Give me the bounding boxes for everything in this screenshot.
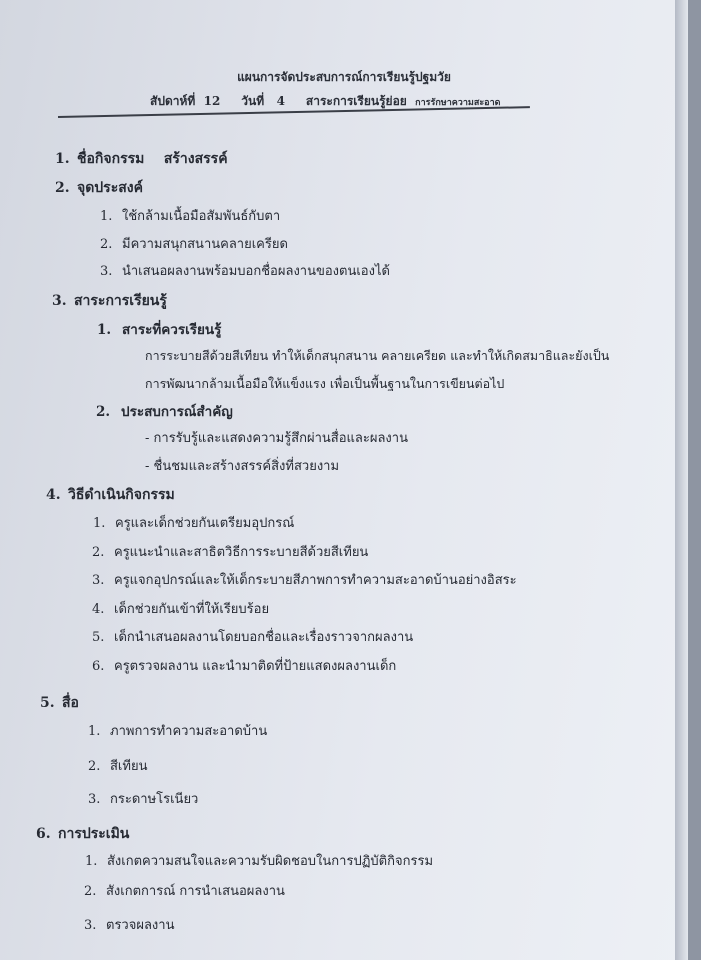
section-number: 5. (40, 695, 55, 711)
section-2-heading (55, 177, 143, 199)
page-edge (675, 0, 688, 960)
list-item: 3. นำเสนอผลงานพร้อมบอกชื่อผลงานของตนเองได้ (100, 264, 390, 279)
list-item: 2. สังเกตการณ์ การนำเสนอผลงาน (84, 884, 285, 899)
day-label: วันที่ (241, 94, 265, 108)
subsection-heading: 2. ประสบการณ์สำคัญ (96, 404, 233, 420)
list-item: 3. ครูแจกอุปกรณ์และให้เด็กระบายสีภาพการทำความสะอาดบ้านอย่างอิสระ (92, 573, 517, 588)
section-title: สื่อ (62, 695, 79, 711)
list-item: 4. เด็กช่วยกันเข้าที่ให้เรียบร้อย (92, 602, 270, 617)
paragraph-line: การระบายสีด้วยสีเทียน ทำให้เด็กสนุกสนาน คลายเครียด และทำให้เกิดสมาธิและยังเป็น (145, 348, 610, 363)
plan-title: แผนการจัดประสบการณ์การเรียนรู้ปฐมวัย (237, 70, 451, 84)
subject-label: สาระการเรียนรู้ย่อย (305, 94, 407, 108)
section-number: 3. (52, 293, 67, 309)
section-3-heading (52, 290, 167, 312)
list-item: 3. กระดาษโรเนียว (88, 792, 199, 807)
list-item: 6. ครูตรวจผลงาน และนำมาติดที่ป้ายแสดงผลงานเด็ก (92, 659, 397, 674)
list-item: 2. สีเทียน (88, 759, 148, 774)
paragraph-line: การพัฒนากล้ามเนื้อมือให้แข็งแรง เพื่อเป็นพื้นฐานในการเขียนต่อไป (145, 376, 505, 391)
section-5-heading (40, 692, 79, 714)
section-title: จุดประสงค์ (77, 180, 143, 196)
section-number: 4. (46, 487, 61, 503)
week-label: สัปดาห์ที่ (150, 94, 196, 108)
list-item: 1. ภาพการทำความสะอาดบ้าน (88, 724, 268, 739)
list-item: 5. เด็กนำเสนอผลงานโดยบอกชื่อและเรื่องราวจากผลงาน (92, 630, 414, 645)
section-title: วิธีดำเนินกิจกรรม (68, 487, 175, 503)
activity-name-label: ชื่อกิจกรรม (77, 151, 145, 167)
section-title: สาระการเรียนรู้ (74, 293, 167, 309)
section-title: การประเมิน (58, 826, 130, 842)
section-number: 1. (55, 151, 70, 167)
list-item: - ชื่นชมและสร้างสรรค์สิ่งที่สวยงาม (145, 459, 340, 474)
list-item: 1. ใช้กล้ามเนื้อมือสัมพันธ์กับตา (100, 209, 281, 224)
subsection-heading: 1. สาระที่ควรเรียนรู้ (97, 322, 222, 338)
section-4-heading (46, 484, 175, 506)
section-1 (55, 148, 228, 170)
week-value: 12 (203, 94, 221, 108)
list-item: 1. สังเกตความสนใจและความรับผิดชอบในการปฏิบัติกิจกรรม (85, 854, 434, 869)
section-6-heading (36, 823, 129, 845)
list-item: 2. ครูแนะนำและสาธิตวิธีการระบายสีด้วยสีเทียน (92, 545, 369, 560)
list-item: 3. ตรวจผลงาน (84, 918, 175, 933)
section-number: 2. (55, 180, 70, 196)
list-item: 2. มีความสนุกสนานคลายเครียด (100, 237, 288, 252)
list-item: - การรับรู้และแสดงความรู้สึกผ่านสื่อและผลงาน (145, 431, 408, 446)
list-item: 1. ครูและเด็กช่วยกันเตรียมอุปกรณ์ (93, 516, 295, 531)
day-value: 4 (276, 94, 286, 108)
section-number: 6. (36, 826, 51, 842)
activity-name-value: สร้างสรรค์ (163, 151, 228, 167)
subject-value: การรักษาความสะอาด (415, 98, 501, 108)
